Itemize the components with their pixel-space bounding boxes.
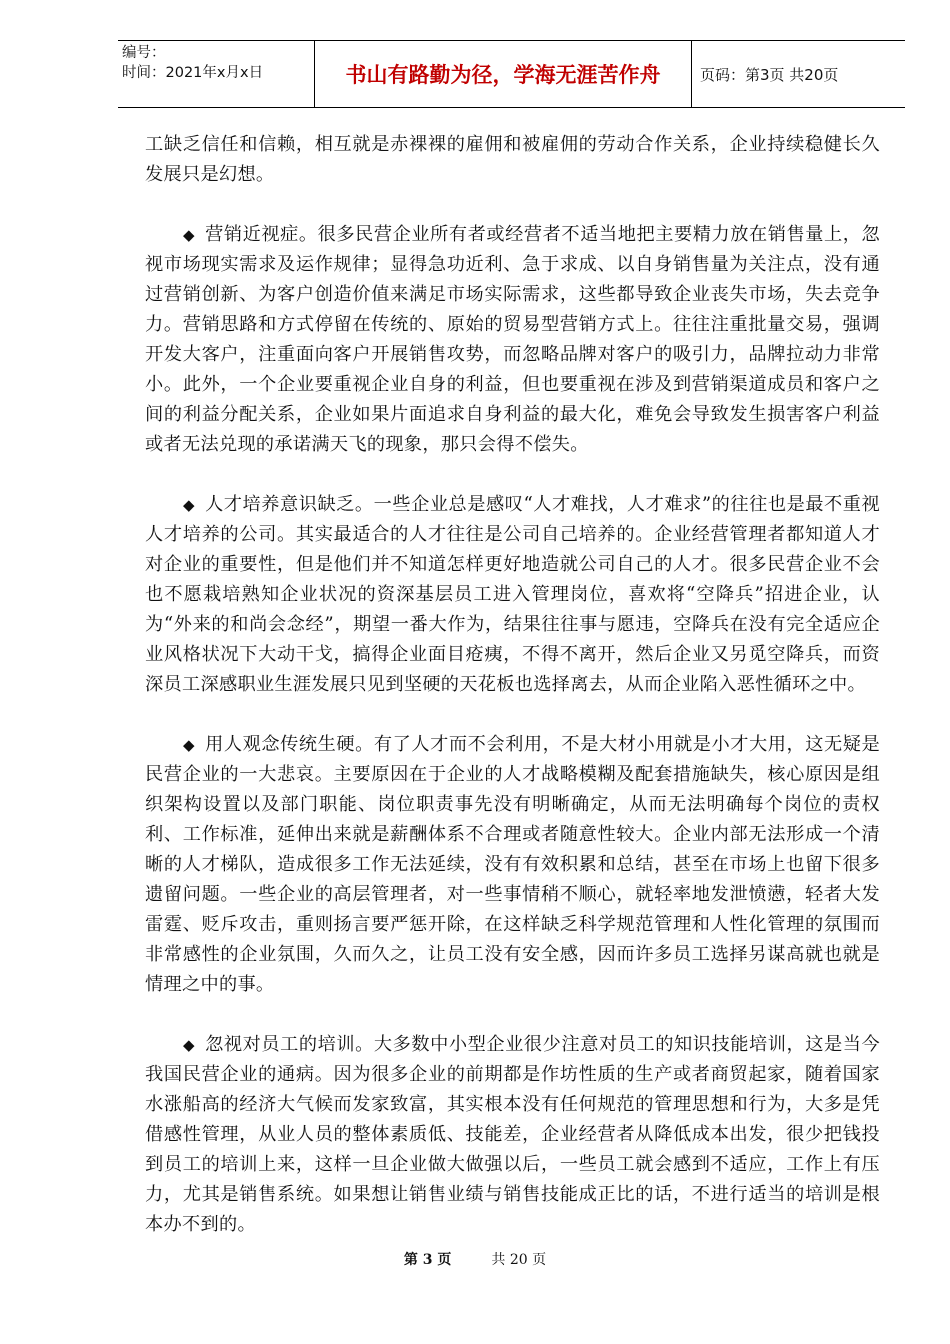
header-motto: 书山有路勤为径，学海无涯苦作舟 [314, 41, 692, 107]
intro-paragraph: 工缺乏信任和信赖，相互就是赤裸裸的雇佣和被雇佣的劳动合作关系，企业持续稳健长久发展只是幻想。 [145, 134, 880, 185]
diamond-bullet-icon: ◆ [183, 226, 195, 244]
paragraph-text: 用人观念传统生硬。有了人才而不会利用，不是大材小用就是小才大用，这无疑是民营企业的一大悲哀。主要原因在于企业的人才战略模糊及配套措施缺失，核心原因是组织架构设置以及部门职能、岗位职责事先没有明晰确定，从而无法明确每个岗位的责权利、工作标准，延伸出来就是薪酬体系不合理或者随意性较大。企业内部无法形成一个清晰的人才梯队，造成很多工作无法延续，没有有效积累和总结，甚至在市场上也留下很多遗留问题。一些企业的高层管理者，对一些事情稍不顺心，就轻率地发泄愤懑，轻者大发雷霆、贬斥攻击，重则扬言要严惩开除，在这样缺乏科学规范管理和人性化管理的氛围而非常感性的企业氛围，久而久之，让员工没有安全感，因而许多员工选择另谋高就也就是情理之中的事。 [145, 734, 880, 995]
footer-page-total: 共 20 页 [491, 1252, 547, 1268]
header-meta [122, 43, 263, 83]
paragraph-staffing-concept [145, 730, 880, 1000]
paragraph-talent-training [145, 490, 880, 700]
paragraph-employee-training [145, 1030, 880, 1240]
paragraph-text: 忽视对员工的培训。大多数中小型企业很少注意对员工的知识技能培训，这是当今我国民营企业的通病。因为很多企业的前期都是作坊性质的生产或者商贸起家，随着国家水涨船高的经济大气候而发家致富，其实根本没有任何规范的管理思想和行为，大多是凭借感性管理，从业人员的整体素质低、技能差，企业经营者从降低成本出发，很少把钱投到员工的培训上来，这样一旦企业做大做强以后，一些员工就会感到不适应，工作上有压力，尤其是销售系统。如果想让销售业绩与销售技能成正比的话，不进行适当的培训是根本办不到的。 [145, 1034, 880, 1235]
paragraph-marketing-myopia [145, 220, 880, 460]
paragraph-text: 营销近视症。很多民营企业所有者或经营者不适当地把主要精力放在销售量上，忽视市场现实需求及运作规律；显得急功近利、急于求成、以自身销售量为关注点，没有通过营销创新、为客户创造价值来满足市场实际需求，这些都导致企业丧失市场，失去竞争力。营销思路和方式停留在传统的、原始的贸易型营销方式上。往往注重批量交易，强调开发大客户，注重面向客户开展销售攻势，而忽略品牌对客户的吸引力，品牌拉动力非常小。此外，一个企业要重视企业自身的利益，但也要重视在涉及到营销渠道成员和客户之间的利益分配关系，企业如果片面追求自身利益的最大化，难免会导致发生损害客户利益或者无法兑现的承诺满天飞的现象，那只会得不偿失。 [145, 224, 880, 455]
diamond-bullet-icon: ◆ [183, 1036, 195, 1054]
diamond-bullet-icon: ◆ [183, 496, 195, 514]
page-footer [0, 1249, 950, 1269]
page-header [118, 40, 905, 108]
footer-page-number: 第 3 页 [403, 1252, 452, 1268]
document-code-label: 编号： [122, 45, 166, 61]
document-body [145, 130, 880, 1240]
document-time-label: 时间：2021年x月x日 [122, 65, 264, 81]
paragraph-text: 人才培养意识缺乏。一些企业总是感叹“人才难找，人才难求”的往往也是最不重视人才培养的公司。其实最适合的人才往往是公司自己培养的。企业经营管理者都知道人才对企业的重要性，但是他们并不知道怎样更好地造就公司自己的人才。很多民营企业不会也不愿栽培熟知企业状况的资深基层员工进入管理岗位，喜欢将“空降兵”招进企业，认为“外来的和尚会念经”，期望一番大作为，结果往往事与愿违，空降兵在没有完全适应企业风格状况下大动干戈，搞得企业面目疮痍，不得不离开，然后企业又另觅空降兵，而资深员工深感职业生涯发展只见到坚硬的天花板也选择离去，从而企业陷入恶性循环之中。 [145, 494, 880, 695]
header-page-info: 页码：第3页 共20页 [700, 65, 839, 84]
diamond-bullet-icon: ◆ [183, 736, 195, 754]
